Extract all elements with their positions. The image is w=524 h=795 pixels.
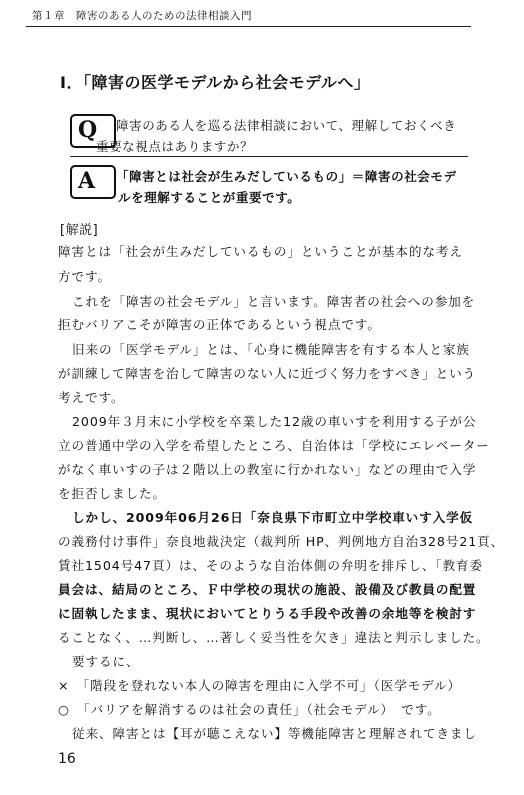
answer-text-line-1: 「障害とは社会が生みだしているもの」＝障害の社会モデ xyxy=(116,169,457,184)
body-line: がなく車いすの子は２階以上の教室に行かれない」などの理由で入学 xyxy=(58,462,477,477)
body-line: 旧来の「医学モデル」とは、「心身に機能障害を有する本人と家族 xyxy=(72,342,470,357)
body-line: これを「障害の社会モデル」と言います。障害者の社会への参加を xyxy=(72,294,476,309)
body-line: 員会は、結局のところ、Ｆ中学校の現状の施設、設備及び教員の配置 xyxy=(58,582,477,597)
answer-text-line-2: ルを理解することが重要です。 xyxy=(118,190,301,205)
question-text-line-2: 重要な視点はありますか？ xyxy=(96,139,254,154)
section-title: Ⅰ．「障害の医学モデルから社会モデルへ」 xyxy=(60,73,371,92)
body-line: 従来、障害とは【耳が聴こえない】等機能障害と理解されてきまし xyxy=(72,726,477,741)
commentary-label: [解説] xyxy=(60,223,99,238)
page-number: 16 xyxy=(58,751,76,767)
question-text-line-1: 障害のある人を巡る法律相談において、理解しておくべき xyxy=(116,118,457,133)
header-rule xyxy=(26,26,471,27)
answer-badge: A xyxy=(70,165,116,199)
question-badge: Q xyxy=(70,114,116,148)
body-line: に固執したまま、現状においてとりうる手段や改善の余地等を検討す xyxy=(58,606,477,621)
body-line: 拒むバリアこそが障害の正体であるという視点です。 xyxy=(58,317,381,332)
body-line: 賃社1504号47頁）は、そのような自治体側の弁明を排斥し、「教育委 xyxy=(58,558,483,573)
body-line: 2009年３月末に小学校を卒業した12歳の車いすを利用する子が公 xyxy=(72,414,477,429)
body-line: 立の普通中学の入学を希望したところ、自治体は「学校にエレベーター xyxy=(58,438,490,453)
body-line: が訓練して障害を治して障害のない人に近づく努力をすべき」という xyxy=(58,366,477,381)
body-line: の義務付け事件」奈良地裁決定（裁判所 HP、判例地方自治328号21頁、 xyxy=(58,534,505,549)
body-line: 考えです。 xyxy=(58,390,125,405)
body-line: 方です。 xyxy=(58,269,111,284)
body-line: ○ 「バリアを解消するのは社会の責任」（社会モデル） です。 xyxy=(58,702,441,717)
qa-divider xyxy=(70,156,468,157)
body-line: 要するに、 xyxy=(72,654,140,669)
body-line: × 「階段を登れない本人の障害を理由に入学不可」（医学モデル） xyxy=(58,678,462,693)
body-line: ることなく、…判断し、…著しく妥当性を欠き」違法と判示しました。 xyxy=(58,630,490,645)
body-line: 障害とは「社会が生みだしているもの」ということが基本的な考え xyxy=(58,244,463,259)
running-header: 第１章 障害のある人のための法律相談入門 xyxy=(32,10,252,22)
body-line: を拒否しました。 xyxy=(58,486,166,501)
body-line: しかし、2009年06月26日「奈良県下市町立中学校車いす入学仮 xyxy=(72,510,474,525)
